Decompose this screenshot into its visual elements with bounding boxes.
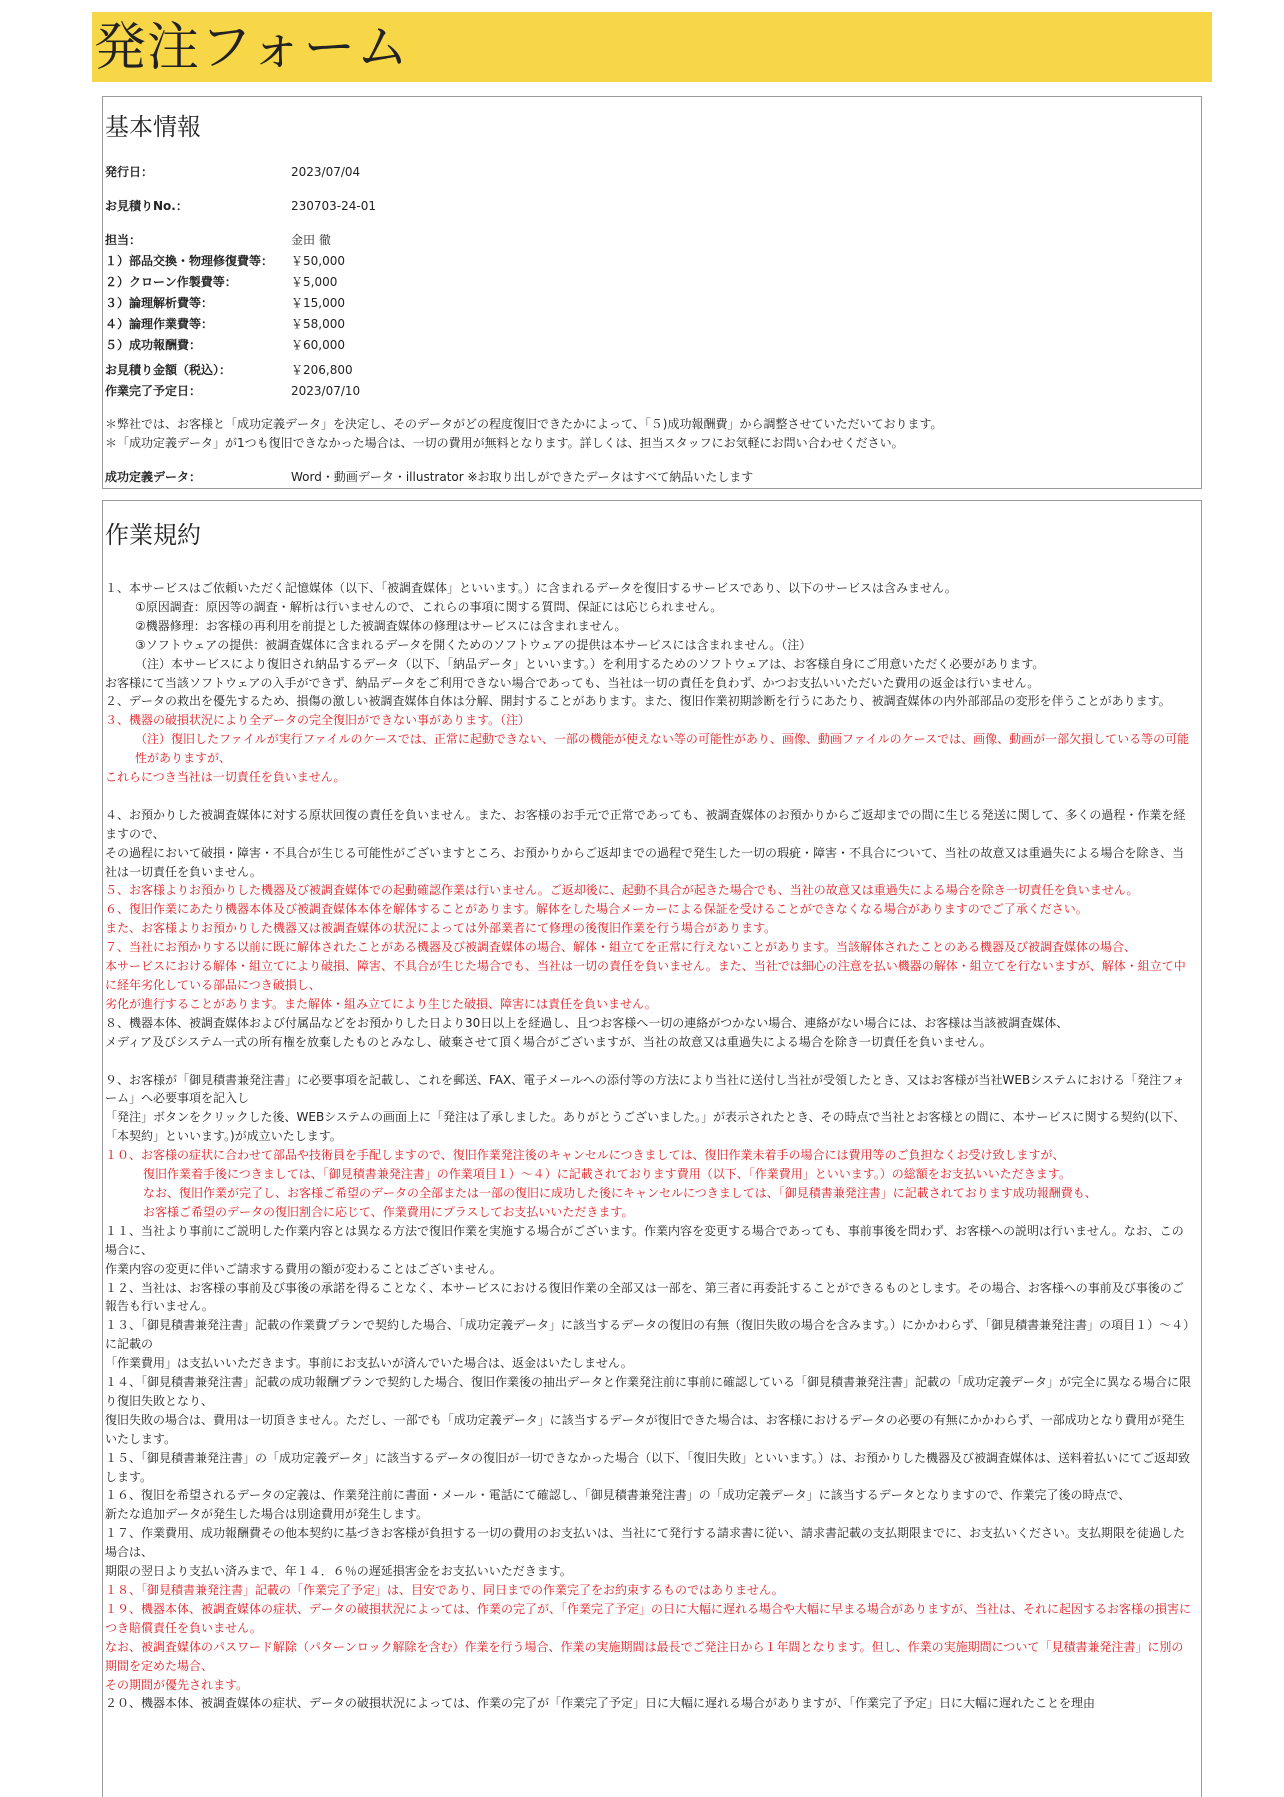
terms-line: なお、被調査媒体のパスワード解除（パターンロック解除を含む）作業を行う場合、作業の実施期間は最長でご発注日から１年間となります。但し、作業の実施期間について「見積書兼発注書」に別の期間を定めた場合、 [105,1639,1184,1673]
terms-line: １９、機器本体、被調査媒体の症状、データの破損状況によっては、作業の完了が、「作業完了予定」の日に大幅に遅れる場合や大幅に早まる場合がありますが、当社は、それに起因するお客様の損害につき賠償責任を負いません。 [105,1601,1192,1635]
field-label: ５）成功報酬費： [105,338,202,352]
terms-line: １５、「御見積書兼発注書」の「成功定義データ」に該当するデータの復旧が一切できなかった場合（以下、「復旧失敗」といいます。）は、お預かりした機器及び被調査媒体は、送料着払いにてご返却致します。 [105,1450,1191,1484]
terms-line: １４、「御見積書兼発注書」記載の成功報酬プランで契約した場合、復旧作業後の抽出データと作業発注前に事前に確認している「御見積書兼発注書」記載の「成功定義データ」が完全に異なる場合に限り復旧失敗となり、 [105,1375,1192,1408]
field-value: Word・動画データ・illustrator ※お取り出しができたデータはすべて納品いたします [291,470,754,484]
field-label: ２）クローン作製費等： [105,275,237,289]
field-value: ￥15,000 [291,296,345,310]
field-label: 担当： [105,233,142,247]
field-value: 2023/07/10 [291,384,361,398]
notes [105,415,943,453]
terms-line: なお、復旧作業が完了し、お客様ご希望のデータの全部または一部の復旧に成功した後にキャンセルにつきましては、「御見積書兼発注書」に記載されております成功報酬費も、 [143,1185,1097,1200]
field-value: ￥5,000 [291,275,338,289]
basic-info-heading: 基本情報 [105,113,201,141]
terms-body [105,579,1193,1713]
basic-info-section [102,96,1202,489]
field-value: ￥60,000 [291,338,345,352]
terms-line: １１、当社より事前にご説明した作業内容とは異なる方法で復旧作業を実施する場合がございます。作業内容を変更する場合であっても、事前事後を問わず、お客様への説明は行いません。なお、この場合に、 [105,1223,1184,1257]
terms-line: ６、復旧作業にあたり機器本体及び被調査媒体本体を解体することがあります。解体をした場合メーカーによる保証を受けることができなくなる場合がありますのでご了承ください。 [105,902,1088,917]
field-value: 230703-24-01 [291,199,377,213]
terms-line: 復旧失敗の場合は、費用は一切頂きません。ただし、一部でも「成功定義データ」に該当するデータが復旧できた場合は、お客様におけるデータの必要の有無にかかわらず、一部成功となり費用が発生いたします。 [105,1412,1185,1446]
field-value: ￥58,000 [291,317,345,331]
terms-line: これらにつき当社は一切責任を負いません。 [105,770,346,785]
terms-line: １３、「御見積書兼発注書」記載の作業費プランで契約した場合、「成功定義データ」に該当するデータの復旧の有無（復旧失敗の場合を含みます。）にかかわらず、「御見積書兼発注書」の項目１）～４）に記載の [105,1318,1190,1352]
terms-line: ②機器修理：お客様の再利用を前提とした被調査媒体の修理はサービスには含まれません。 [135,618,627,633]
terms-line: １７、作業費用、成功報酬費その他本契約に基づきお客様が負担する一切の費用のお支払いは、当社にて発行する請求書に従い、請求書記載の支払期限までに、お支払いください。支払期限を徒過した場合は、 [105,1526,1186,1560]
terms-section [102,500,1202,1797]
terms-line: ①原因調査：原因等の調査・解析は行いませんので、これらの事項に関する質問、保証には応じられません。 [135,599,723,614]
field-value: 2023/07/04 [291,165,361,179]
terms-line: ８、機器本体、被調査媒体および付属品などをお預かりした日より30日以上を経過し、且つお客様へ一切の連絡がつかない場合、連絡がない場合には、お客様は当該被調査媒体、 [105,1015,1069,1030]
field-label: ３）論理解析費等： [105,296,214,310]
terms-heading: 作業規約 [105,521,201,549]
terms-line: （注）本サービスにより復旧され納品するデータ（以下、「納品データ」といいます。）を利用するためのソフトウェアは、お客様自身にご用意いただく必要があります。 [135,656,1045,671]
terms-line: １８、「御見積書兼発注書」記載の「作業完了予定」は、目安であり、同日までの作業完了をお約束するものではありません。 [105,1583,784,1597]
field-label: お見積り金額（税込）： [105,363,232,377]
terms-line: ９、お客様が「御見積書兼発注書」に必要事項を記載し、これを郵送、FAX、電子メールへの添付等の方法により当社に送付し当社が受領したとき、又はお客様が当社WEBシステムにおける「発注フォーム」へ必要事項を記入し [105,1072,1185,1106]
field-value: ￥206,800 [291,363,353,377]
title-bar [92,12,1212,82]
field-label: 成功定義データ： [105,470,202,484]
field-label: 発行日： [105,165,154,179]
field-value: ￥50,000 [291,254,345,268]
terms-line: １、本サービスはご依頼いただく記憶媒体（以下、「被調査媒体」といいます。）に含まれるデータを復旧するサービスであり、以下のサービスは含みません。 [105,581,957,595]
field-label: ４）論理作業費等： [105,317,214,331]
terms-line: ③ソフトウェアの提供：被調査媒体に含まれるデータを開くためのソフトウェアの提供は本サービスには含まれません。（注） [135,637,812,652]
field-label: １）部品交換・物理修復費等： [105,254,274,268]
field-value: 金田 徹 [291,233,331,247]
terms-line: 新たな追加データが発生した場合は別途費用が発生します。 [105,1507,429,1522]
terms-line [105,787,1193,806]
terms-line: ３、機器の破損状況により全データの完全復旧ができない事があります。（注） [105,713,531,728]
terms-line: 劣化が進行することがあります。また解体・組み立てにより生じた破損、障害には責任を負いません。 [105,996,657,1011]
terms-line: 期限の翌日より支払い済みまで、年１４．６％の遅延損害金をお支払いいただきます。 [105,1564,572,1579]
terms-line: 作業内容の変更に伴いご請求する費用の額が変わることはございません。 [105,1261,502,1276]
terms-line: 復旧作業着手後につきましては、「御見積書兼発注書」の作業項目１）～４）に記載されております費用（以下、「作業費用」といいます。）の総額をお支払いいただきます。 [143,1167,1071,1182]
field-label: お見積りNo.： [105,199,188,213]
terms-line: （注）復旧したファイルが実行ファイルのケースでは、正常に起動できない、一部の機能が使えない等の可能性があり、画像、動画ファイルのケースでは、画像、動画が一部欠損している等の可能性がありますが、 [135,732,1190,766]
terms-line: 「作業費用」は支払いいただきます。事前にお支払いが済んでいた場合は、返金はいたしません。 [105,1356,633,1371]
terms-line: また、お客様よりお預かりした機器又は被調査媒体の状況によっては外部業者にて修理の後復旧作業を行う場合があります。 [105,921,777,936]
terms-line [105,1052,1193,1071]
terms-line: ４、お預かりした被調査媒体に対する原状回復の責任を負いません。また、お客様のお手元で正常であっても、被調査媒体のお預かりからご返却までの間に生じる発送に関して、多くの過程・作業を経ますので、 [105,807,1186,841]
terms-line: １２、当社は、お客様の事前及び事後の承諾を得ることなく、本サービスにおける復旧作業の全部又は一部を、第三者に再委託することができるものとします。その場合、お客様への事前及び事後のご報告も行いません。 [105,1280,1184,1314]
terms-line: １６、復旧を希望されるデータの定義は、作業発注前に書面・メール・電話にて確認し、「御見積書兼発注書」の「成功定義データ」に該当するデータとなりますので、作業完了後の時点で、 [105,1488,1131,1503]
terms-line: お客様にて当該ソフトウェアの入手ができず、納品データをご利用できない場合であっても、当社は一切の責任を負わず、かつお支払いいただいた費用の返金は行いません。 [105,675,1040,690]
note: ＊「成功定義データ」が1つも復旧できなかった場合は、一切の費用が無料となります。詳しくは、担当スタッフにお気軽にお問い合わせください。 [105,436,904,450]
terms-line: 「発注」ボタンをクリックした後、WEBシステムの画面上に「発注は了承しました。ありがとうございました。」が表示されたとき、その時点で当社とお客様との間に、本サービスに関する契約(以下、「本契約」といいます。)が成立いたします。 [105,1110,1186,1144]
field-label: 作業完了予定日： [105,384,202,398]
terms-line: 本サービスにおける解体・組立てにより破損、障害、不具合が生じた場合でも、当社は一切の責任を負いません。また、当社では細心の注意を払い機器の解体・組立てを行ないますが、解体・組立て中に経年劣化している部品につき破損し、 [105,959,1186,993]
terms-line: その過程において破損・障害・不具合が生じる可能性がございますところ、お預かりからご返却までの過程で発生した一切の瑕疵・障害・不具合について、当社の故意又は重過失による場合を除き、当社は一切責任を負いません。 [105,845,1185,879]
terms-line: その期間が優先されます。 [105,1677,249,1692]
terms-line: メディア及びシステム一式の所有権を放棄したものとみなし、破棄させて頂く場合がございますが、当社の故意又は重過失による場合を除き一切責任を負いません。 [105,1034,992,1049]
note: ＊弊社では、お客様と「成功定義データ」を決定し、そのデータがどの程度復旧できたかによって、「５)成功報酬費」から調整させていただいております。 [105,417,943,431]
terms-line: ２、データの救出を優先するため、損傷の激しい被調査媒体自体は分解、開封することがあります。また、復旧作業初期診断を行うにあたり、被調査媒体の内外部部品の変形を伴うことがあります。 [105,694,1171,709]
page-title: 発注フォーム [94,18,410,78]
terms-line: お客様ご希望のデータの復旧割合に応じて、作業費用にプラスしてお支払いいただきます。 [143,1204,634,1219]
terms-line: ２０、機器本体、被調査媒体の症状、データの破損状況によっては、作業の完了が「作業完了予定」日に大幅に遅れる場合がありますが、「作業完了予定」日に大幅に遅れたことを理由 [105,1696,1096,1711]
terms-line: １０、お客様の症状に合わせて部品や技術員を手配しますので、復旧作業発注後のキャンセルにつきましては、復旧作業未着手の場合には費用等のご負担なくお受け致しますが、 [105,1148,1065,1163]
terms-line: ５、お客様よりお預かりした機器及び被調査媒体での起動確認作業は行いません。ご返却後に、起動不具合が起きた場合でも、当社の故意又は重過失による場合を除き一切責任を負いません。 [105,883,1139,898]
terms-line: ７、当社にお預かりする以前に既に解体されたことがある機器及び被調査媒体の場合、解体・組立てを正常に行えないことがあります。当該解体されたことのある機器及び被調査媒体の場合、 [105,940,1137,955]
